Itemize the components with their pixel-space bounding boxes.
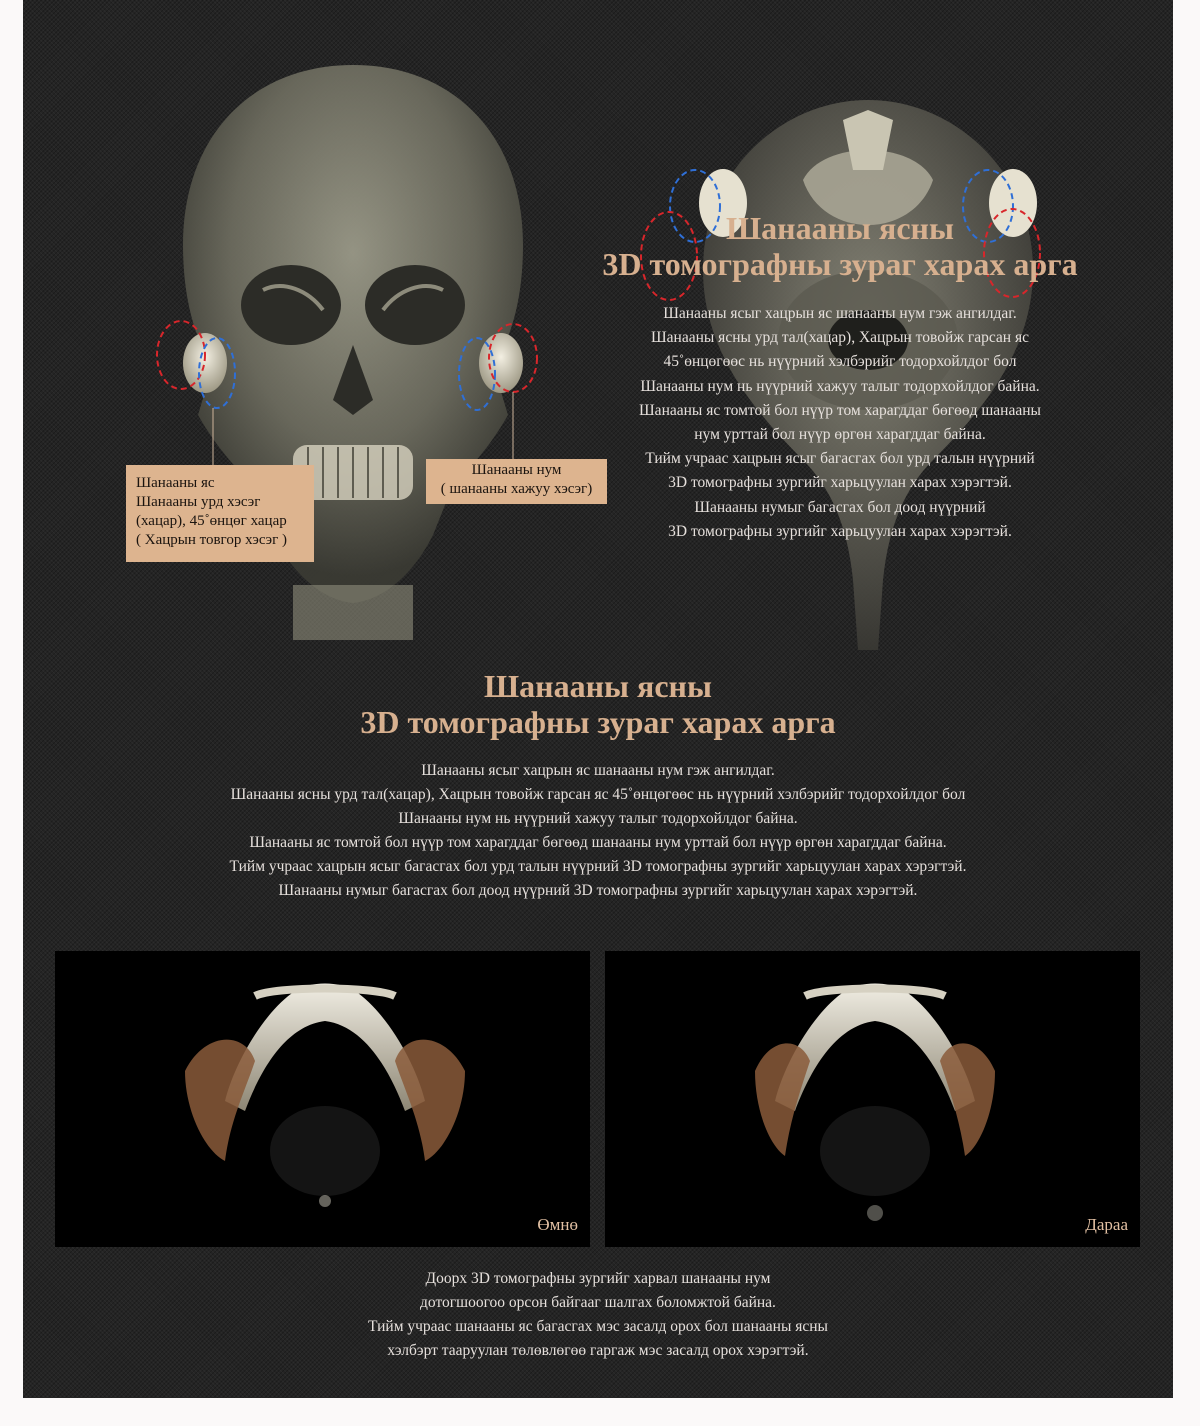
heading-line: 3D томографны зураг харах арга (602, 246, 1078, 282)
text-line: Шанааны яс томтой бол нүүр том харагддаг бөгөөд шанааны нум урттай бол нүүр өргөн харагддаг байна. (249, 834, 947, 851)
callout-line: Шанааны нум (471, 462, 562, 478)
text-line: Тийм учраас хацрын ясыг багасгах бол урд талын нүүрний 3D томографны зургийг харьцуулан харах хэрэгтэй. (229, 858, 967, 875)
section-description (23, 759, 1173, 903)
text-line: Шанааны нум нь нүүрний хажуу талыг тодорхойлдог байна. (398, 810, 798, 827)
overlay-description (583, 302, 1097, 544)
text-line: Доорх 3D томографны зургийг харвал шанааны нум (425, 1270, 771, 1287)
text-line: Шанааны яс томтой бол нүүр том харагддаг бөгөөд шанааны (639, 401, 1041, 419)
before-label: Өмнө (537, 1215, 578, 1234)
text-line: 3D томографны зургийг харьцуулан харах хэрэгтэй. (668, 474, 1012, 492)
text-line: 45˚өнцөгөөс нь нүүрний хэлбэрийг тодорхойлдог бол (663, 353, 1017, 371)
text-line: Тийм учраас шанааны яс багасгах мэс засалд орох бол шанааны ясны (368, 1318, 828, 1335)
callout-line: Шанааны урд хэсэг (136, 494, 261, 510)
after-ct-photo (605, 951, 1140, 1247)
heading-line: Шанааны ясны (484, 668, 712, 704)
callout-zygomatic-arch (426, 459, 607, 504)
text-line: Тийм учраас хацрын ясыг багасгах бол урд талын нүүрний (645, 450, 1035, 468)
text-line: хэлбэрт тааруулан төлөвлөгөө гаргаж мэс засалд орох хэрэгтэй. (387, 1342, 809, 1359)
text-line: нум урттай бол нүүр өргөн харагддаг байна. (694, 426, 986, 444)
callout-line: ( Хацрын товгор хэсэг ) (136, 532, 288, 548)
callout-line: (хацар), 45˚өнцөг хацар (136, 513, 287, 529)
text-line: 3D томографны зургийг харьцуулан харах хэрэгтэй. (668, 522, 1012, 540)
jaw-before-image (55, 951, 590, 1247)
closing-description (23, 1267, 1173, 1363)
text-line: Шанааны ясыг хацрын яс шанааны нум гэж ангилдаг. (663, 305, 1017, 322)
jaw-after-image (605, 951, 1140, 1247)
text-line: Шанааны нумыг багасгах бол доод нүүрний (694, 498, 986, 516)
content-panel (23, 0, 1173, 1398)
heading-line: Шанааны ясны (726, 210, 954, 246)
before-ct-photo (55, 951, 590, 1247)
callout-line: ( шанааны хажуу хэсэг) (440, 481, 593, 497)
heading-line: 3D томографны зураг харах арга (360, 704, 836, 740)
text-line: Шанааны ясны урд тал(хацар), Хацрын товойж гарсан яс 45˚өнцөгөөс нь нүүрний хэлбэрийг тодорхойлдог бол (230, 786, 966, 803)
section-heading (23, 668, 1173, 740)
overlay-heading (583, 210, 1097, 282)
text-line: Шанааны нум нь нүүрний хажуу талыг тодорхойлдог байна. (640, 377, 1040, 395)
after-label: Дараа (1085, 1215, 1128, 1234)
callout-cheekbone-front (126, 465, 314, 562)
cheekbone-markers-front (153, 318, 553, 468)
text-line: Шанааны ясыг хацрын яс шанааны нум гэж ангилдаг. (421, 762, 775, 779)
text-line: дотогшоогоо орсон байгааг шалгах боломжтой байна. (420, 1294, 776, 1311)
callout-line: Шанааны яс (136, 475, 215, 491)
text-line: Шанааны ясны урд тал(хацар), Хацрын товойж гарсан яс (651, 329, 1029, 347)
text-line: Шанааны нумыг багасгах бол доод нүүрний 3D томографны зургийг харьцуулан харах хэрэгтэй. (278, 882, 918, 899)
